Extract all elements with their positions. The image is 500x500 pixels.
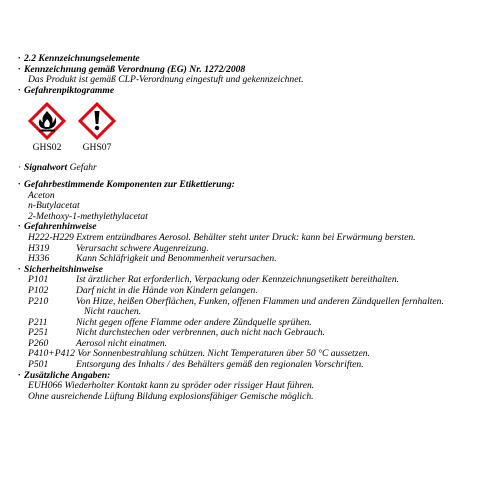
additional-line: Ohne ausreichende Lüftung Bildung explosionsfähiger Gemische möglich. — [28, 390, 314, 402]
exclamation-icon — [78, 102, 116, 140]
component-item: 2-Methoxy-1-methylethylacetat — [28, 210, 148, 222]
component-item: Aceton — [28, 189, 55, 201]
additional-heading: · Zusätzliche Angaben: — [18, 369, 111, 381]
pictogram-ghs07 — [78, 102, 116, 153]
precaution-statement: P251 Nicht durchstechen oder verbrennen, auch nicht nach Gebrauch. — [28, 327, 325, 339]
precaution-statement-continuation: Nicht rauchen. — [84, 306, 142, 318]
precaution-heading: · Sicherheitshinweise — [18, 263, 103, 275]
precaution-statement: P211 Nicht gegen offene Flamme oder andere Zündquelle sprühen. — [28, 316, 312, 328]
additional-line: EUH066 Wiederholter Kontakt kann zu spröder oder rissiger Haut führen. — [28, 380, 315, 392]
precaution-statement: P102 Darf nicht in die Hände von Kindern gelangen. — [28, 284, 258, 296]
pictogram-code: GHS07 — [82, 142, 112, 154]
signal-word-value: Gefahr — [69, 162, 97, 174]
pictogram-ghs02 — [28, 102, 66, 153]
pictogram-code: GHS02 — [32, 142, 62, 154]
components-heading: · Gefahrbestimmende Komponenten zur Etikettierung: — [18, 178, 235, 190]
hazard-heading: · Gefahrenhinweise — [18, 221, 97, 233]
pictograms-heading: · Gefahrenpiktogramme — [18, 84, 115, 96]
precaution-statement: P101 Ist ärztlicher Rat erforderlich, Verpackung oder Kennzeichnungsetikett bereithalten. — [28, 274, 400, 286]
regulation-heading: · Kennzeichnung gemäß Verordnung (EG) Nr. 1272/2008 — [18, 63, 246, 75]
precaution-statement: P501 Entsorgung des Inhalts / des Behälters gemäß den regionalen Vorschriften. — [28, 359, 364, 371]
hazard-statement: H222-H229 Extrem entzündbares Aerosol. Behälter steht unter Druck: kann bei Erwärmung bersten. — [28, 231, 416, 243]
safety-data-sheet-section — [18, 53, 494, 402]
hazard-statement: H319 Verursacht schwere Augenreizung. — [28, 242, 209, 254]
flame-icon — [28, 102, 66, 140]
precaution-statement: P210 Von Hitze, heißen Oberflächen, Funken, offenen Flammen und anderen Zündquellen fernhalten. — [28, 295, 444, 307]
precaution-statement: P260 Aerosol nicht einatmen. — [28, 337, 168, 349]
section-title: · 2.2 Kennzeichnungselemente — [18, 53, 140, 64]
regulation-text: Das Produkt ist gemäß CLP-Verordnung eingestuft und gekennzeichnet. — [28, 74, 304, 86]
signal-word: · Signalwort Gefahr — [18, 162, 97, 174]
hazard-statement: H336 Kann Schläfrigkeit und Benommenheit verursachen. — [28, 253, 277, 265]
pictogram-row — [24, 102, 494, 153]
precaution-statement: P410+P412 Vor Sonnenbestrahlung schützen. Nicht Temperaturen über 50 °C aussetzen. — [28, 348, 370, 360]
component-item: n-Butylacetat — [28, 200, 80, 212]
